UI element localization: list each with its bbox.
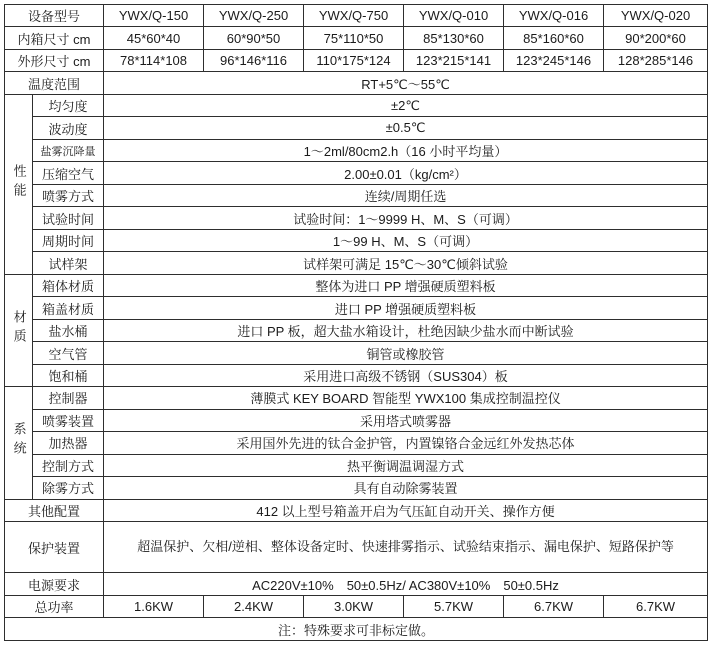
model-cell: YWX/Q-150 — [104, 5, 204, 27]
row-cover-material — [5, 297, 708, 319]
other-config-value: 412 以上型号箱盖开启为气压缸自动开关、操作方便 — [104, 499, 708, 521]
model-cell: YWX/Q-020 — [604, 5, 708, 27]
row-spray-deposition — [5, 139, 708, 161]
row-sample-rack — [5, 252, 708, 274]
protection-value: 超温保护、欠相/逆相、整体设备定时、快速排雾指示、试验结束指示、漏电保护、短路保护等 — [104, 522, 708, 573]
row-label-fluctuation: 波动度 — [33, 117, 104, 139]
model-cell: YWX/Q-750 — [304, 5, 404, 27]
total-power-cell: 5.7KW — [404, 595, 504, 617]
row-label-spray-device: 喷雾装置 — [33, 409, 104, 431]
inner-size-cell: 85*160*60 — [504, 27, 604, 49]
row-control-mode — [5, 454, 708, 476]
outer-size-cell: 78*114*108 — [104, 49, 204, 71]
group-label-system — [5, 387, 33, 499]
row-spray-device — [5, 409, 708, 431]
row-heater — [5, 432, 708, 454]
row-label-salt-bucket: 盐水桶 — [33, 319, 104, 341]
row-controller — [5, 387, 708, 409]
row-cycle-time — [5, 229, 708, 251]
inner-size-cell: 75*110*50 — [304, 27, 404, 49]
inner-size-cell: 90*200*60 — [604, 27, 708, 49]
row-label-air-pipe: 空气管 — [33, 342, 104, 364]
row-label-spray-mode: 喷雾方式 — [33, 184, 104, 206]
row-label-uniformity: 均匀度 — [33, 94, 104, 116]
power-requirement-value: AC220V±10% 50±0.5Hz/ AC380V±10% 50±0.5Hz — [104, 573, 708, 595]
fluctuation-value: ±0.5℃ — [104, 117, 708, 139]
model-cell: YWX/Q-250 — [204, 5, 304, 27]
salt-bucket-value: 进口 PP 板，超大盐水箱设计，杜绝因缺少盐水而中断试验 — [104, 319, 708, 341]
uniformity-value: ±2℃ — [104, 94, 708, 116]
row-outer-size — [5, 49, 708, 71]
cover-material-value: 进口 PP 增强硬质塑料板 — [104, 297, 708, 319]
row-total-power — [5, 595, 708, 617]
row-label-heater: 加热器 — [33, 432, 104, 454]
defog-mode-value: 具有自动除雾装置 — [104, 477, 708, 499]
outer-size-cell: 96*146*116 — [204, 49, 304, 71]
temp-range-value: RT+5℃～55℃ — [104, 72, 708, 94]
saturation-bucket-value: 采用进口高级不锈钢（SUS304）板 — [104, 364, 708, 386]
system-group-text: 系统 — [11, 422, 27, 461]
row-label-total-power: 总功率 — [5, 595, 104, 617]
row-defog-mode — [5, 477, 708, 499]
row-uniformity — [5, 94, 708, 116]
outer-size-cell: 128*285*146 — [604, 49, 708, 71]
row-label-other-config: 其他配置 — [5, 499, 104, 521]
group-label-material — [5, 274, 33, 386]
inner-size-cell: 45*60*40 — [104, 27, 204, 49]
row-label-defog-mode: 除雾方式 — [33, 477, 104, 499]
test-time-value: 试验时间：1～9999 H、M、S（可调） — [104, 207, 708, 229]
note-text: 注：特殊要求可非标定做。 — [5, 618, 708, 641]
row-label-temp-range: 温度范围 — [5, 72, 104, 94]
total-power-cell: 6.7KW — [604, 595, 708, 617]
model-cell: YWX/Q-010 — [404, 5, 504, 27]
outer-size-cell: 110*175*124 — [304, 49, 404, 71]
row-label-sample-rack: 试样架 — [33, 252, 104, 274]
row-label-compressed-air: 压缩空气 — [33, 162, 104, 184]
row-label-cycle-time: 周期时间 — [33, 229, 104, 251]
outer-size-cell: 123*215*141 — [404, 49, 504, 71]
row-label-outer-size: 外形尺寸 cm — [5, 49, 104, 71]
total-power-cell: 2.4KW — [204, 595, 304, 617]
row-fluctuation — [5, 117, 708, 139]
heater-value: 采用国外先进的钛合金护管，内置镍铬合金远红外发热芯体 — [104, 432, 708, 454]
row-label-control-mode: 控制方式 — [33, 454, 104, 476]
group-label-performance — [5, 94, 33, 274]
spray-mode-value: 连续/周期任选 — [104, 184, 708, 206]
row-test-time — [5, 207, 708, 229]
row-label-cover-material: 箱盖材质 — [33, 297, 104, 319]
spray-device-value: 采用塔式喷雾器 — [104, 409, 708, 431]
row-label-protection: 保护装置 — [5, 522, 104, 573]
row-compressed-air — [5, 162, 708, 184]
inner-size-cell: 60*90*50 — [204, 27, 304, 49]
total-power-cell: 1.6KW — [104, 595, 204, 617]
control-mode-value: 热平衡调温调湿方式 — [104, 454, 708, 476]
material-group-text: 材质 — [11, 310, 27, 349]
body-material-value: 整体为进口 PP 增强硬质塑料板 — [104, 274, 708, 296]
row-temp-range — [5, 72, 708, 94]
controller-value: 薄膜式 KEY BOARD 智能型 YWX100 集成控制温控仪 — [104, 387, 708, 409]
row-label-body-material: 箱体材质 — [33, 274, 104, 296]
row-note — [5, 618, 708, 641]
row-label-power-requirement: 电源要求 — [5, 573, 104, 595]
row-label-test-time: 试验时间 — [33, 207, 104, 229]
row-label-spray-deposition: 盐雾沉降量 — [33, 139, 104, 161]
air-pipe-value: 铜管或橡胶管 — [104, 342, 708, 364]
total-power-cell: 6.7KW — [504, 595, 604, 617]
spray-deposition-value: 1～2ml/80cm2.h（16 小时平均量） — [104, 139, 708, 161]
model-cell: YWX/Q-016 — [504, 5, 604, 27]
row-label-controller: 控制器 — [33, 387, 104, 409]
row-saturation-bucket — [5, 364, 708, 386]
row-power-requirement — [5, 573, 708, 595]
total-power-cell: 3.0KW — [304, 595, 404, 617]
row-body-material — [5, 274, 708, 296]
row-other-config — [5, 499, 708, 521]
row-salt-bucket — [5, 319, 708, 341]
inner-size-cell: 85*130*60 — [404, 27, 504, 49]
row-air-pipe — [5, 342, 708, 364]
spec-table — [4, 4, 708, 641]
row-model — [5, 5, 708, 27]
outer-size-cell: 123*245*146 — [504, 49, 604, 71]
row-spray-mode — [5, 184, 708, 206]
sample-rack-value: 试样架可满足 15℃～30℃倾斜试验 — [104, 252, 708, 274]
row-inner-size — [5, 27, 708, 49]
compressed-air-value: 2.00±0.01（kg/cm²） — [104, 162, 708, 184]
row-label-inner-size: 内箱尺寸 cm — [5, 27, 104, 49]
performance-group-text: 性能 — [11, 163, 27, 202]
row-label-model: 设备型号 — [5, 5, 104, 27]
row-protection — [5, 522, 708, 573]
cycle-time-value: 1～99 H、M、S（可调） — [104, 229, 708, 251]
row-label-saturation-bucket: 饱和桶 — [33, 364, 104, 386]
